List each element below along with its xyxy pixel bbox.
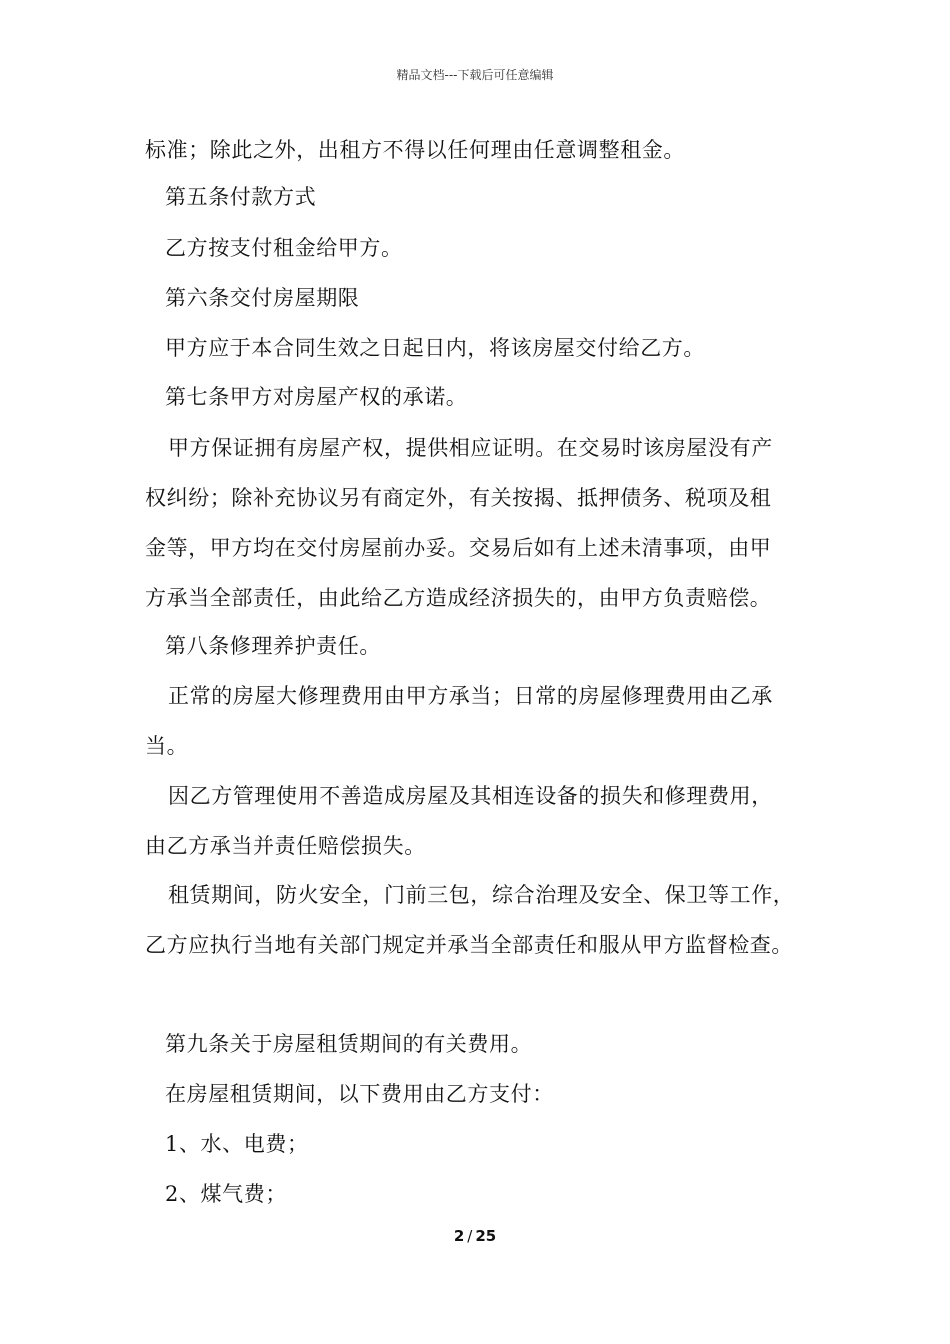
page-header: 精品文档---下载后可任意编辑 [396,68,554,82]
text-line-12: 正常的房屋大修理费用由甲方承当；日常的房屋修理费用由乙承 [168,684,773,708]
text-line-10: 方承当全部责任，由此给乙方造成经济损失的，由甲方负责赔偿。 [145,586,772,610]
text-line-13: 当。 [145,734,189,758]
text-line-7: 甲方保证拥有房屋产权，提供相应证明。在交易时该房屋没有产 [168,436,773,460]
section-heading-7: 第七条甲方对房屋产权的承诺。 [165,385,468,409]
text-line-9: 金等，甲方均在交付房屋前办妥。交易后如有上述未清事项，由甲 [145,536,772,560]
section-heading-6: 第六条交付房屋期限 [165,286,360,310]
current-page: 2 [453,1227,465,1245]
section-heading-8: 第八条修理养护责任。 [165,634,381,658]
text-line-19: 在房屋租赁期间，以下费用由乙方支付： [165,1082,554,1106]
page-number [0,1227,950,1245]
list-item-1: 1、水、电费； [165,1132,309,1156]
text-line-5: 甲方应于本合同生效之日起日内，将该房屋交付给乙方。 [165,336,705,360]
text-line-16: 租赁期间，防火安全，门前三包，综合治理及安全、保卫等工作， [168,883,795,907]
text-line-14: 因乙方管理使用不善造成房屋及其相连设备的损失和修理费用， [168,784,773,808]
text-line-1: 标准；除此之外，出租方不得以任何理由任意调整租金。 [145,138,685,162]
section-heading-5: 第五条付款方式 [165,185,317,209]
text-line-3: 乙方按支付租金给甲方。 [165,236,403,260]
text-line-15: 由乙方承当并责任赔偿损失。 [145,834,426,858]
total-pages: 25 [475,1227,497,1245]
text-line-17: 乙方应执行当地有关部门规定并承当全部责任和服从甲方监督检查。 [145,933,793,957]
section-heading-9: 第九条关于房屋租赁期间的有关费用。 [165,1032,533,1056]
list-item-2: 2、煤气费； [165,1182,287,1206]
page-separator: / [467,1227,473,1245]
text-line-8: 权纠纷；除补充协议另有商定外，有关按揭、抵押债务、税项及租 [145,486,772,510]
